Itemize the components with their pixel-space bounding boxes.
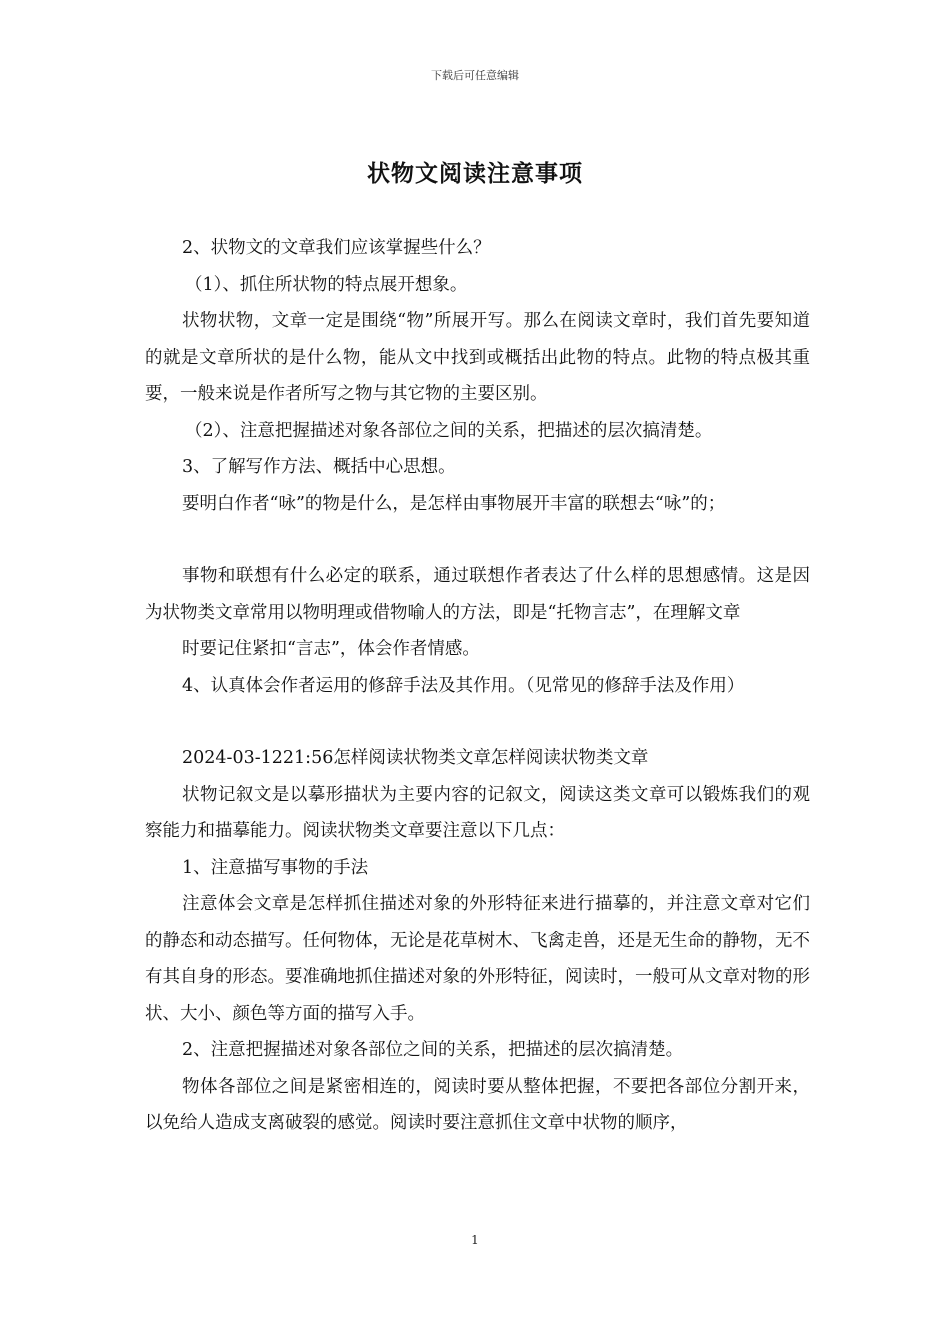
paragraph-section-4-heading: 4、认真体会作者运用的修辞手法及其作用。（见常见的修辞手法及作用）	[182, 675, 745, 696]
paragraph-section-1-heading: 1、注意描写事物的手法	[182, 857, 369, 878]
page-title: 状物文阅读注意事项	[367, 160, 583, 187]
paragraph-section-3-heading: 3、了解写作方法、概括中心思想。	[182, 457, 456, 477]
paragraph-section-2-heading: 2、状物文的文章我们应该掌握些什么？	[182, 238, 491, 258]
paragraph-point-2: （2）、注意把握描述对象各部位之间的关系，把描述的层次搞清楚。	[185, 420, 713, 441]
paragraph-body: 状物记叙文是以摹形描状为主要内容的记叙文，阅读这类文章可以锻炼我们的观察能力和描摹能力。阅读状物类文章要注意以下几点：	[145, 784, 810, 841]
paragraph-section-2-heading: 2、注意把握描述对象各部位之间的关系，把描述的层次搞清楚。	[182, 1040, 684, 1060]
paragraph-timestamp-heading: 2024-03-1221:56怎样阅读状物类文章怎样阅读状物类文章	[182, 748, 649, 768]
paragraph-body: 注意体会文章是怎样抓住描述对象的外形特征来进行描摹的，并注意文章对它们的静态和动态描写。任何物体，无论是花草树木、飞禽走兽，还是无生命的静物，无不有其自身的形态。要准确地抓住描述对象的外形特征，阅读时，一般可从文章对物的形状、大小、颜色等方面的描写入手。	[145, 894, 810, 1024]
page-number: 1	[471, 1233, 479, 1247]
paragraph-body: 状物状物，文章一定是围绕“物”所展开写。那么在阅读文章时，我们首先要知道的就是文章所状的是什么物，能从文中找到或概括出此物的特点。此物的特点极其重要，一般来说是作者所写之物与其它物的主要区别。	[145, 311, 810, 404]
document-body	[145, 230, 810, 1142]
paragraph-body: 要明白作者“咏”的物是什么，是怎样由事物展开丰富的联想去“咏”的；	[182, 493, 726, 514]
header-note: 下载后可任意编辑	[431, 69, 519, 82]
paragraph-body: 事物和联想有什么必定的联系，通过联想作者表达了什么样的思想感情。这是因为状物类文章常用以物明理或借物喻人的方法，即是“托物言志”，在理解文章	[145, 566, 810, 623]
paragraph-body: 物体各部位之间是紧密相连的，阅读时要从整体把握，不要把各部位分割开来，以免给人造成支离破裂的感觉。阅读时要注意抓住文章中状物的顺序，	[145, 1076, 810, 1133]
paragraph-body: 时要记住紧扣“言志”，体会作者情感。	[182, 639, 480, 659]
paragraph-point-1: （1）、抓住所状物的特点展开想象。	[185, 274, 468, 295]
